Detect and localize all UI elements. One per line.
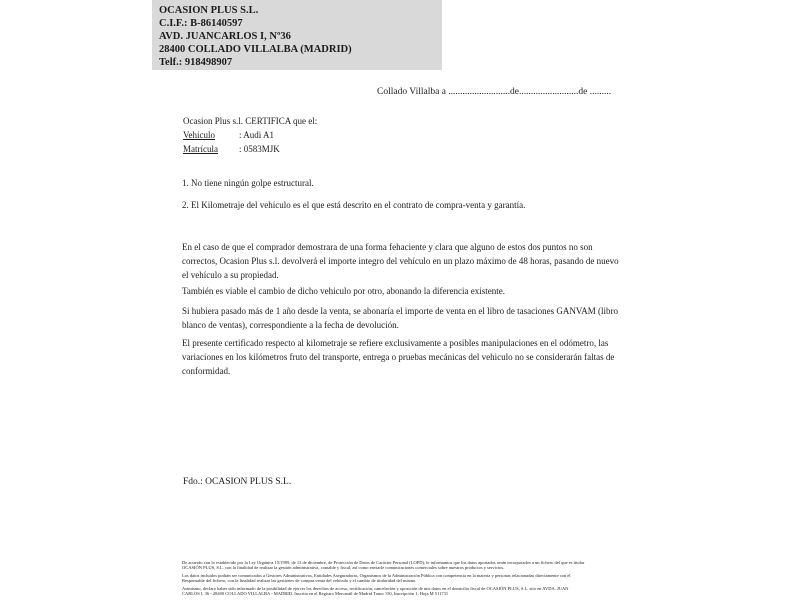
plate-field-row (183, 144, 280, 154)
vehicle-field-row (183, 130, 274, 140)
vehicle-value: : Audi A1 (239, 130, 275, 140)
date-fill-in-line: Collado Villalba a ..........................de.........................de ......... (377, 87, 612, 97)
legal-fine-print (182, 560, 632, 596)
clause-1: 1. No tiene ningún golpe estructural. (182, 178, 314, 188)
company-name: OCASION PLUS S.L. (159, 5, 259, 16)
signature-line: Fdo.: OCASION PLUS S.L. (183, 477, 292, 487)
company-phone: Telf.: 918498907 (159, 57, 233, 68)
certify-intro: Ocasion Plus s.l. CERTIFICA que el: (183, 116, 318, 126)
paragraph-refund: En el caso de que el comprador demostrara de una forma fehaciente y clara que alguno de estos dos puntos no son correctos, Ocasion Plus s.l. devolverá el importe integro del vehículo en un plazo máximo de 48 horas, pasando de nuevo el vehículo a su propiedad. (182, 242, 619, 280)
paragraph-exchange: También es viable el cambio de dicho vehiculo por otro, abonando la diferencia existente. (182, 286, 506, 296)
company-header-box (152, 0, 442, 70)
paragraph-odometer: El presente certificado respecto al kilometraje se refiere exclusivamente a posibles manipulaciones en el odómetro, las variaciones en los kilómetros fruto del transporte, entrega o pruebas mecánicas del vehiculo no se considerarán faltas de conformidad. (182, 338, 615, 376)
legal-line-6: CARLOS I, 36 - 28400 COLLADO VILLALBA - MADRID. Inscrita en el Registro Mercantil de Madrid Tomo 150, Inscripción 1, Hoja M 511731 (182, 591, 449, 596)
paragraph-ganvam: Si hubiera pasado más de 1 año desde la venta, se abonaría el importe de venta en el libro de tasaciones GANVAM (libro blanco de ventas), correspondiente a la fecha de devolución. (182, 306, 618, 330)
company-address: AVD. JUANCARLOS I, Nº36 (159, 31, 291, 42)
legal-line-1: De acuerdo con lo establecido por la Ley Orgánica 15/1999, de 13 de diciembre, de Protección de Datos de Carácter Personal (LOPD), le informamos que los datos aportados serán incorporados a un fichero del que es titular (182, 560, 585, 565)
legal-line-4: Responsable del fichero, con la finalidad realizar las gestiones de compra venta del vehículo y el cambio de titularidad del mismo. (182, 578, 417, 583)
company-city: 28400 COLLADO VILLALBA (MADRID) (159, 44, 352, 55)
company-cif: C.I.F.: B-86140597 (159, 18, 243, 29)
plate-value: : 0583MJK (239, 144, 280, 154)
plate-label: Matrícula (183, 144, 218, 154)
legal-line-2: OCASIÓN PLUS, S.L. con la finalidad de realizar la gestión administrativa, contable y fiscal, así como enviarle comunicaciones comerciales sobre nuestros productos y servicios. (182, 565, 505, 570)
vehicle-label: Vehículo (183, 130, 215, 140)
legal-line-5: Asimismo, declaro haber sido informado de la posibilidad de ejercer los derechos de acceso, rectificación, cancelación y oposición de mis datos en el domicilio fiscal de OCASIÓN PLUS, S.L. sito en AVDA. JUAN (182, 586, 569, 591)
legal-line-3: Los datos incluidos podrán ser comunicados a Gestores Administrativos, Entidades Aseguradoras, Organismos de la Administración Pública con competencia en la materia y personas relacionadas directamente con el (182, 573, 571, 578)
clause-2: 2. El Kilometraje del vehículo es el que está descrito en el contrato de compra-venta y garantía. (182, 200, 526, 210)
